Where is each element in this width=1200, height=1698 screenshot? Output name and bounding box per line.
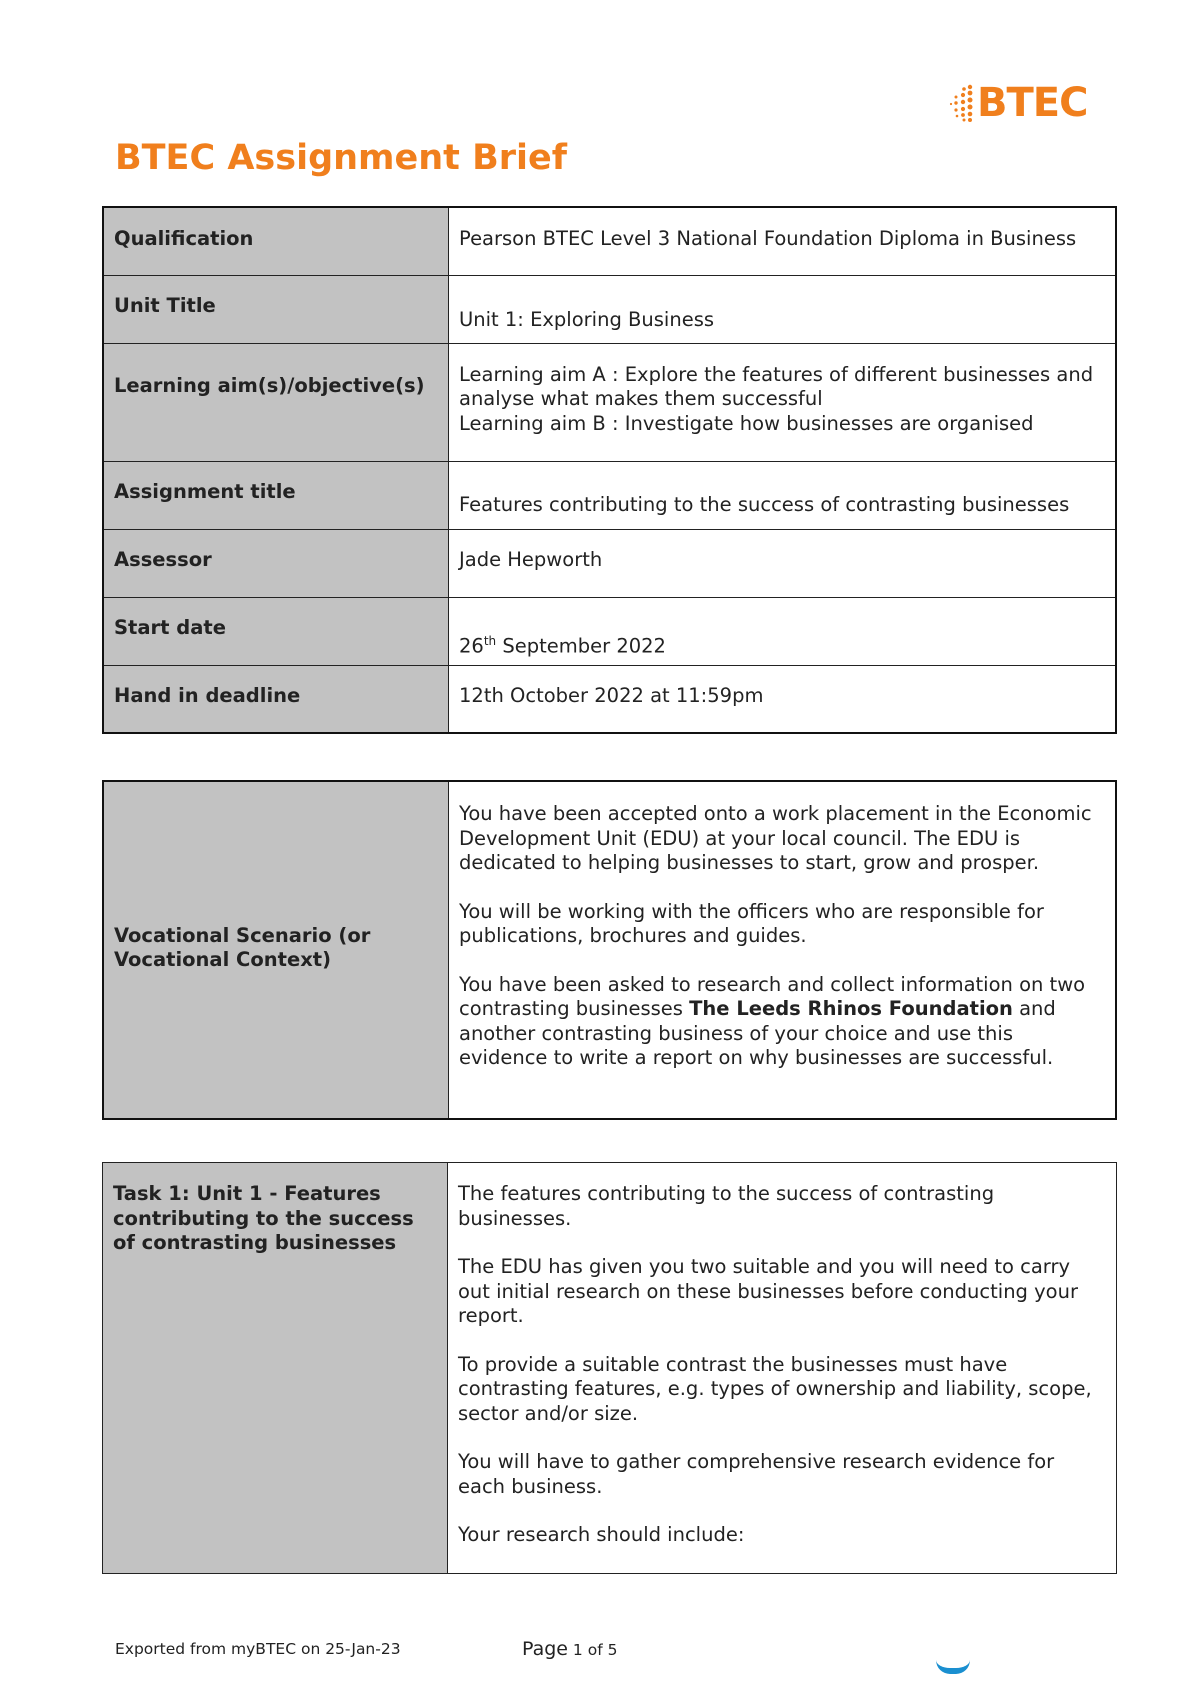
page-count: 1 of 5 xyxy=(568,1641,618,1659)
qualification-value: Pearson BTEC Level 3 National Foundation Diploma in Business xyxy=(449,207,1117,275)
scenario-label: Vocational Scenario (or Vocational Context) xyxy=(103,781,449,1119)
details-table xyxy=(102,206,1117,734)
assessor-value: Jade Hepworth xyxy=(449,529,1117,597)
table-row xyxy=(103,1163,1117,1574)
table-row xyxy=(103,461,1116,529)
btec-logo-text: BTEC xyxy=(977,80,1088,126)
unit-title-value: Unit 1: Exploring Business xyxy=(449,275,1117,343)
table-row xyxy=(103,275,1116,343)
task-paragraph-2: The EDU has given you two suitable and you will need to carry out initial research on these businesses before conducting your report. xyxy=(458,1255,1078,1327)
export-note: Exported from myBTEC on 25-Jan-23 xyxy=(115,1640,401,1658)
document-title: BTEC Assignment Brief xyxy=(115,138,567,178)
deadline-label: Hand in deadline xyxy=(103,665,449,733)
scenario-text-end: and another contrasting business of your choice and use this evidence to write a report on why businesses are successful. xyxy=(459,997,1056,1069)
page-word: Page xyxy=(522,1638,568,1660)
unit-title-label: Unit Title xyxy=(103,275,449,343)
scenario-paragraph-3 xyxy=(459,973,1105,1071)
scenario-text: You have been asked to research and collect information on two contrasting businesses xyxy=(459,972,1086,1020)
table-row xyxy=(103,665,1116,733)
start-month-year: September 2022 xyxy=(496,634,666,657)
task-value xyxy=(448,1163,1117,1574)
qualification-label: Qualification xyxy=(103,207,449,275)
assignment-title-label: Assignment title xyxy=(103,461,449,529)
business-name: The Leeds Rhinos Foundation xyxy=(689,997,1013,1020)
table-row xyxy=(103,529,1116,597)
learning-aim-a: Learning aim A : Explore the features of different businesses and analyse what makes them successful xyxy=(459,362,1094,410)
task-table xyxy=(102,1162,1117,1574)
footer-mark-icon xyxy=(936,1660,970,1674)
table-row xyxy=(103,597,1116,665)
btec-logo xyxy=(948,78,1098,128)
task-paragraph-3: To provide a suitable contrast the businesses must have contrasting features, e.g. types of ownership and liability, scope, sector and/or size. xyxy=(458,1352,1092,1425)
learning-aim-b: Learning aim B : Investigate how businesses are organised xyxy=(459,411,1034,435)
start-day: 26 xyxy=(459,634,484,657)
scenario-table xyxy=(102,780,1117,1120)
learning-aims-label: Learning aim(s)/objective(s) xyxy=(103,343,449,461)
task-paragraph-4: You will have to gather comprehensive research evidence for each business. xyxy=(458,1450,1055,1498)
task-paragraph-1: The features contributing to the success of contrasting businesses. xyxy=(458,1182,995,1230)
deadline-value: 12th October 2022 at 11:59pm xyxy=(449,665,1117,733)
scenario-paragraph-2: You will be working with the officers who are responsible for publications, brochures and guides. xyxy=(459,899,1044,947)
table-row xyxy=(103,207,1116,275)
start-day-suffix: th xyxy=(483,633,497,648)
learning-aims-value xyxy=(449,343,1117,461)
task-paragraph-5: Your research should include: xyxy=(458,1523,745,1546)
btec-dots-icon xyxy=(948,83,976,123)
page-number xyxy=(522,1638,617,1660)
assignment-title-value: Features contributing to the success of contrasting businesses xyxy=(449,461,1117,529)
scenario-value xyxy=(449,781,1117,1119)
start-date-value xyxy=(449,597,1117,665)
task-label: Task 1: Unit 1 - Features contributing to the success of contrasting businesses xyxy=(103,1163,448,1574)
assessor-label: Assessor xyxy=(103,529,449,597)
table-row xyxy=(103,781,1116,1119)
table-row xyxy=(103,343,1116,461)
scenario-paragraph-1: You have been accepted onto a work placement in the Economic Development Unit (EDU) at your local council. The EDU is dedicated to helping businesses to start, grow and prosper. xyxy=(459,802,1092,874)
start-date-label: Start date xyxy=(103,597,449,665)
